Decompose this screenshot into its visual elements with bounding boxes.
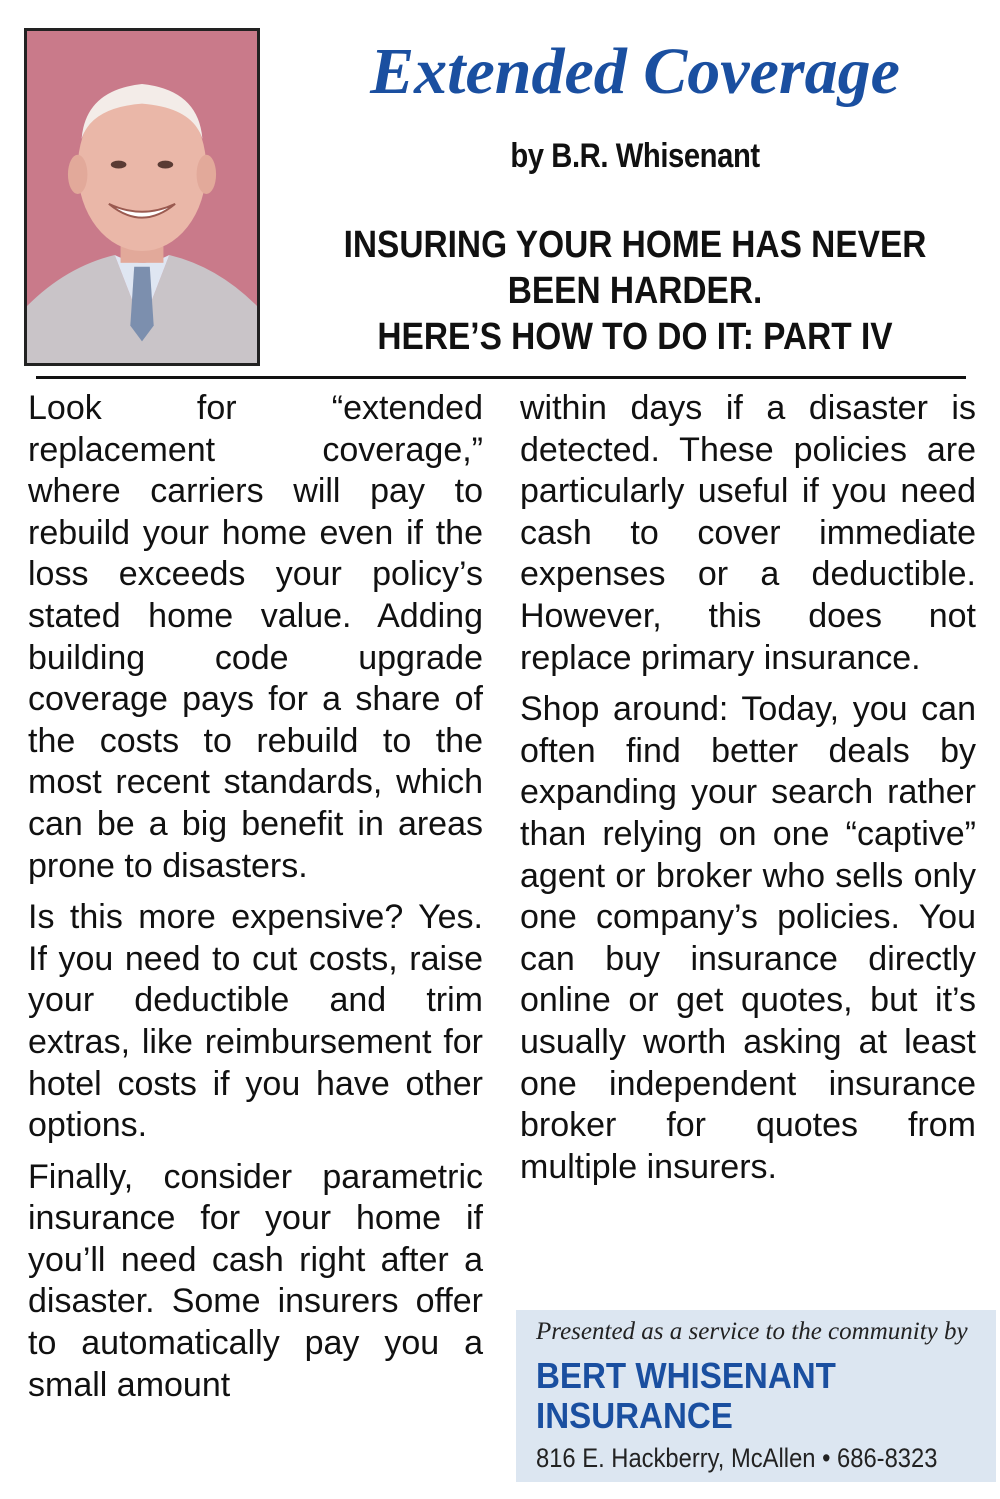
article-column-right <box>520 388 976 1198</box>
divider-rule <box>36 376 966 379</box>
sponsor-address: 816 E. Hackberry, McAllen • 686-8323 <box>536 1443 938 1473</box>
article-column-left <box>28 388 483 1416</box>
author-photo <box>24 28 260 366</box>
article-paragraph: within days if a disaster is detected. These policies are particularly useful if you need cash to cover immediate expenses or a deductible. However, this does not replace primary insurance. <box>520 389 976 677</box>
column-title: Extended Coverage <box>370 35 900 108</box>
headline-line: BEEN HARDER. <box>507 270 763 312</box>
sponsor-tagline: Presented as a service to the community by <box>536 1318 968 1345</box>
article-paragraph: Look for “extended replacement coverage,” where carriers will pay to rebuild your home even if the loss exceeds your policy’s stated home value. Adding building code upgrade coverage pays for a share of the costs to rebuild to the most recent standards, which can be a big benefit in areas prone to disasters. <box>28 389 483 885</box>
sponsor-name-line: BERT WHISENANT <box>536 1355 836 1396</box>
headline-line: HERE’S HOW TO DO IT: PART IV <box>377 316 893 358</box>
article-paragraph: Shop around: Today, you can often find better deals by expanding your search rather than relying on one “captive” agent or broker who sells only one company’s policies. You can buy insurance directly online or get quotes, but it’s usually worth asking at least one independent insurance broker for quotes from multiple insurers. <box>520 690 976 1186</box>
headline-line: INSURING YOUR HOME HAS NEVER <box>343 224 927 266</box>
sponsor-name <box>536 1356 959 1436</box>
sponsor-box <box>516 1310 996 1482</box>
author-portrait-icon <box>27 31 257 363</box>
article-paragraph: Finally, consider parametric insurance for your home if you’ll need cash right after a disaster. Some insurers offer to automatically pay you a small amount <box>28 1157 483 1404</box>
headline <box>323 222 948 360</box>
article-paragraph: Is this more expensive? Yes. If you need to cut costs, raise your deductible and trim extras, like reimbursement for hotel costs if you have other options. <box>28 898 483 1145</box>
sponsor-name-line: INSURANCE <box>536 1395 733 1436</box>
byline: by B.R. Whisenant <box>510 137 760 175</box>
